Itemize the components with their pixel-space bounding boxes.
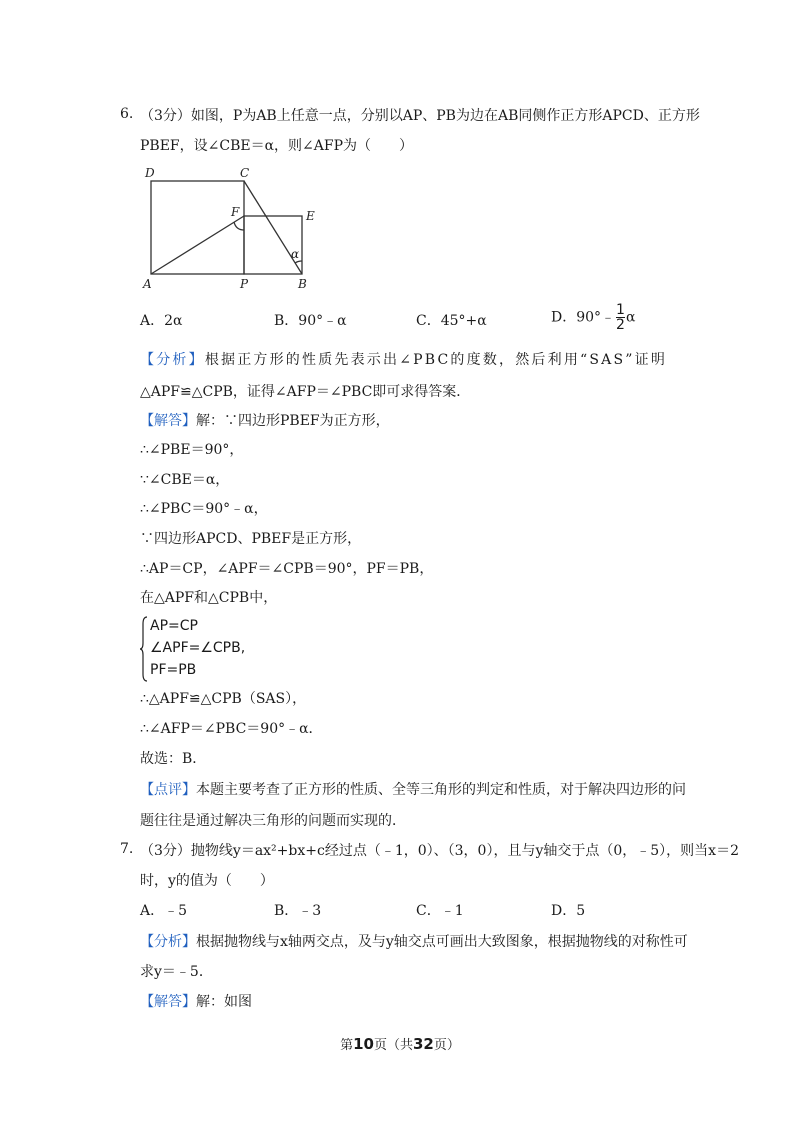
segment-af <box>151 216 244 274</box>
label-f: F <box>231 205 240 219</box>
label-c: C <box>240 166 250 180</box>
system-row-2: ∠APF=∠CPB, <box>150 640 246 656</box>
choice-a: A．2α <box>140 313 183 329</box>
q6-answer-line7: 在△APF和△CPB中， <box>140 590 278 606</box>
question-7-number: 7. <box>120 841 134 857</box>
analysis-tag: 【分析】 <box>140 352 205 368</box>
choice-d-fraction <box>616 303 625 332</box>
question-7-stem-line1: （3分）抛物线y＝ax²+bx+c经过点（﹣1，0）、（3，0），且与y轴交于点（0，﹣5），则当x＝2 <box>140 843 739 859</box>
label-a: A <box>143 277 152 291</box>
q6-analysis-line1 <box>140 350 667 370</box>
footer-suffix: 页） <box>433 1038 460 1053</box>
question-6-stem-line1: （3分）如图，P为AB上任意一点，分别以AP、PB为边在AB同侧作正方形APCD、正方形 <box>140 108 700 124</box>
system-row-1: AP=CP <box>150 618 198 634</box>
page-total: 32 <box>413 1035 434 1053</box>
label-b: B <box>298 277 307 291</box>
label-alpha: α <box>291 247 300 261</box>
question-7-stem-line2: 时，y的值为（ ） <box>140 873 274 889</box>
q6-answer-line5: ∵四边形APCD、PBEF是正方形， <box>140 531 362 547</box>
label-e: E <box>306 209 315 223</box>
answer-text: 解：∵四边形PBEF为正方形， <box>196 413 390 429</box>
choice-b: B．﹣3 <box>274 903 322 919</box>
q6-answer-line6: ∴AP＝CP，∠APF＝∠CPB＝90°，PF＝PB， <box>140 561 434 577</box>
label-p: P <box>240 277 249 291</box>
page-number: 10 <box>353 1035 374 1053</box>
comment-tag: 【点评】 <box>140 782 196 798</box>
q7-analysis-line2: 求y＝﹣5． <box>140 964 213 980</box>
fraction-numerator: 1 <box>616 302 625 318</box>
q7-answer-line1 <box>140 992 252 1012</box>
footer-middle: 页（共 <box>373 1038 413 1053</box>
fraction-denominator: 2 <box>616 317 625 333</box>
analysis-text: 根据正方形的性质先表示出∠PBC的度数，然后利用“SAS”证明 <box>204 352 668 368</box>
q6-answer-line4: ∴∠PBC＝90°﹣α， <box>140 501 268 517</box>
analysis-text: 根据抛物线与x轴两交点，及与y轴交点可画出大致图象，根据抛物线的对称性可 <box>196 934 688 950</box>
q6-answer-line8: ∴△APF≌△CPB（SAS）， <box>140 691 307 707</box>
question-6-stem-line2: PBEF，设∠CBE＝α，则∠AFP为（ ） <box>140 138 414 154</box>
answer-text: 解：如图 <box>196 994 252 1010</box>
q7-analysis-line1 <box>140 932 688 952</box>
analysis-tag: 【分析】 <box>140 934 196 950</box>
q6-comment-line1 <box>140 780 686 800</box>
q6-answer-line2: ∴∠PBE＝90°， <box>140 442 244 458</box>
footer-prefix: 第 <box>340 1038 354 1053</box>
choice-d-suffix: α <box>625 309 636 326</box>
q6-answer-line1 <box>140 411 390 431</box>
choice-b: B．90°﹣α <box>274 313 347 329</box>
choice-d <box>551 303 635 332</box>
comment-text: 本题主要考查了正方形的性质、全等三角形的判定和性质，对于解决四边形的问 <box>196 782 686 798</box>
choice-d-prefix: D．90°﹣ <box>551 309 616 326</box>
q6-analysis-line2: △APF≌△CPB，证得∠AFP＝∠PBC即可求得答案． <box>140 384 471 400</box>
system-row-3: PF=PB <box>150 662 197 678</box>
label-d: D <box>145 166 155 180</box>
q6-answer-line9: ∴∠AFP＝∠PBC＝90°﹣α． <box>140 721 323 737</box>
geometry-figure <box>140 162 330 292</box>
choice-c: C．45°+α <box>416 313 487 329</box>
page-footer <box>0 1034 800 1053</box>
angle-cbe-arc <box>295 261 302 263</box>
square-pbef <box>244 216 302 274</box>
equation-system <box>140 616 300 682</box>
choice-a: A．﹣5 <box>140 903 188 919</box>
angle-afp-arc <box>234 222 244 230</box>
q6-comment-line2: 题往往是通过解决三角形的问题而实现的． <box>140 813 406 829</box>
q6-answer-line3: ∵∠CBE＝α， <box>140 472 230 488</box>
left-brace <box>140 616 148 682</box>
answer-tag: 【解答】 <box>140 994 196 1010</box>
answer-tag: 【解答】 <box>140 413 196 429</box>
square-apcd <box>151 181 244 274</box>
q6-answer-line10: 故选：B． <box>140 751 207 767</box>
choice-d: D．5 <box>551 903 586 919</box>
question-6-number: 6. <box>120 106 134 122</box>
choice-c: C．﹣1 <box>416 903 464 919</box>
